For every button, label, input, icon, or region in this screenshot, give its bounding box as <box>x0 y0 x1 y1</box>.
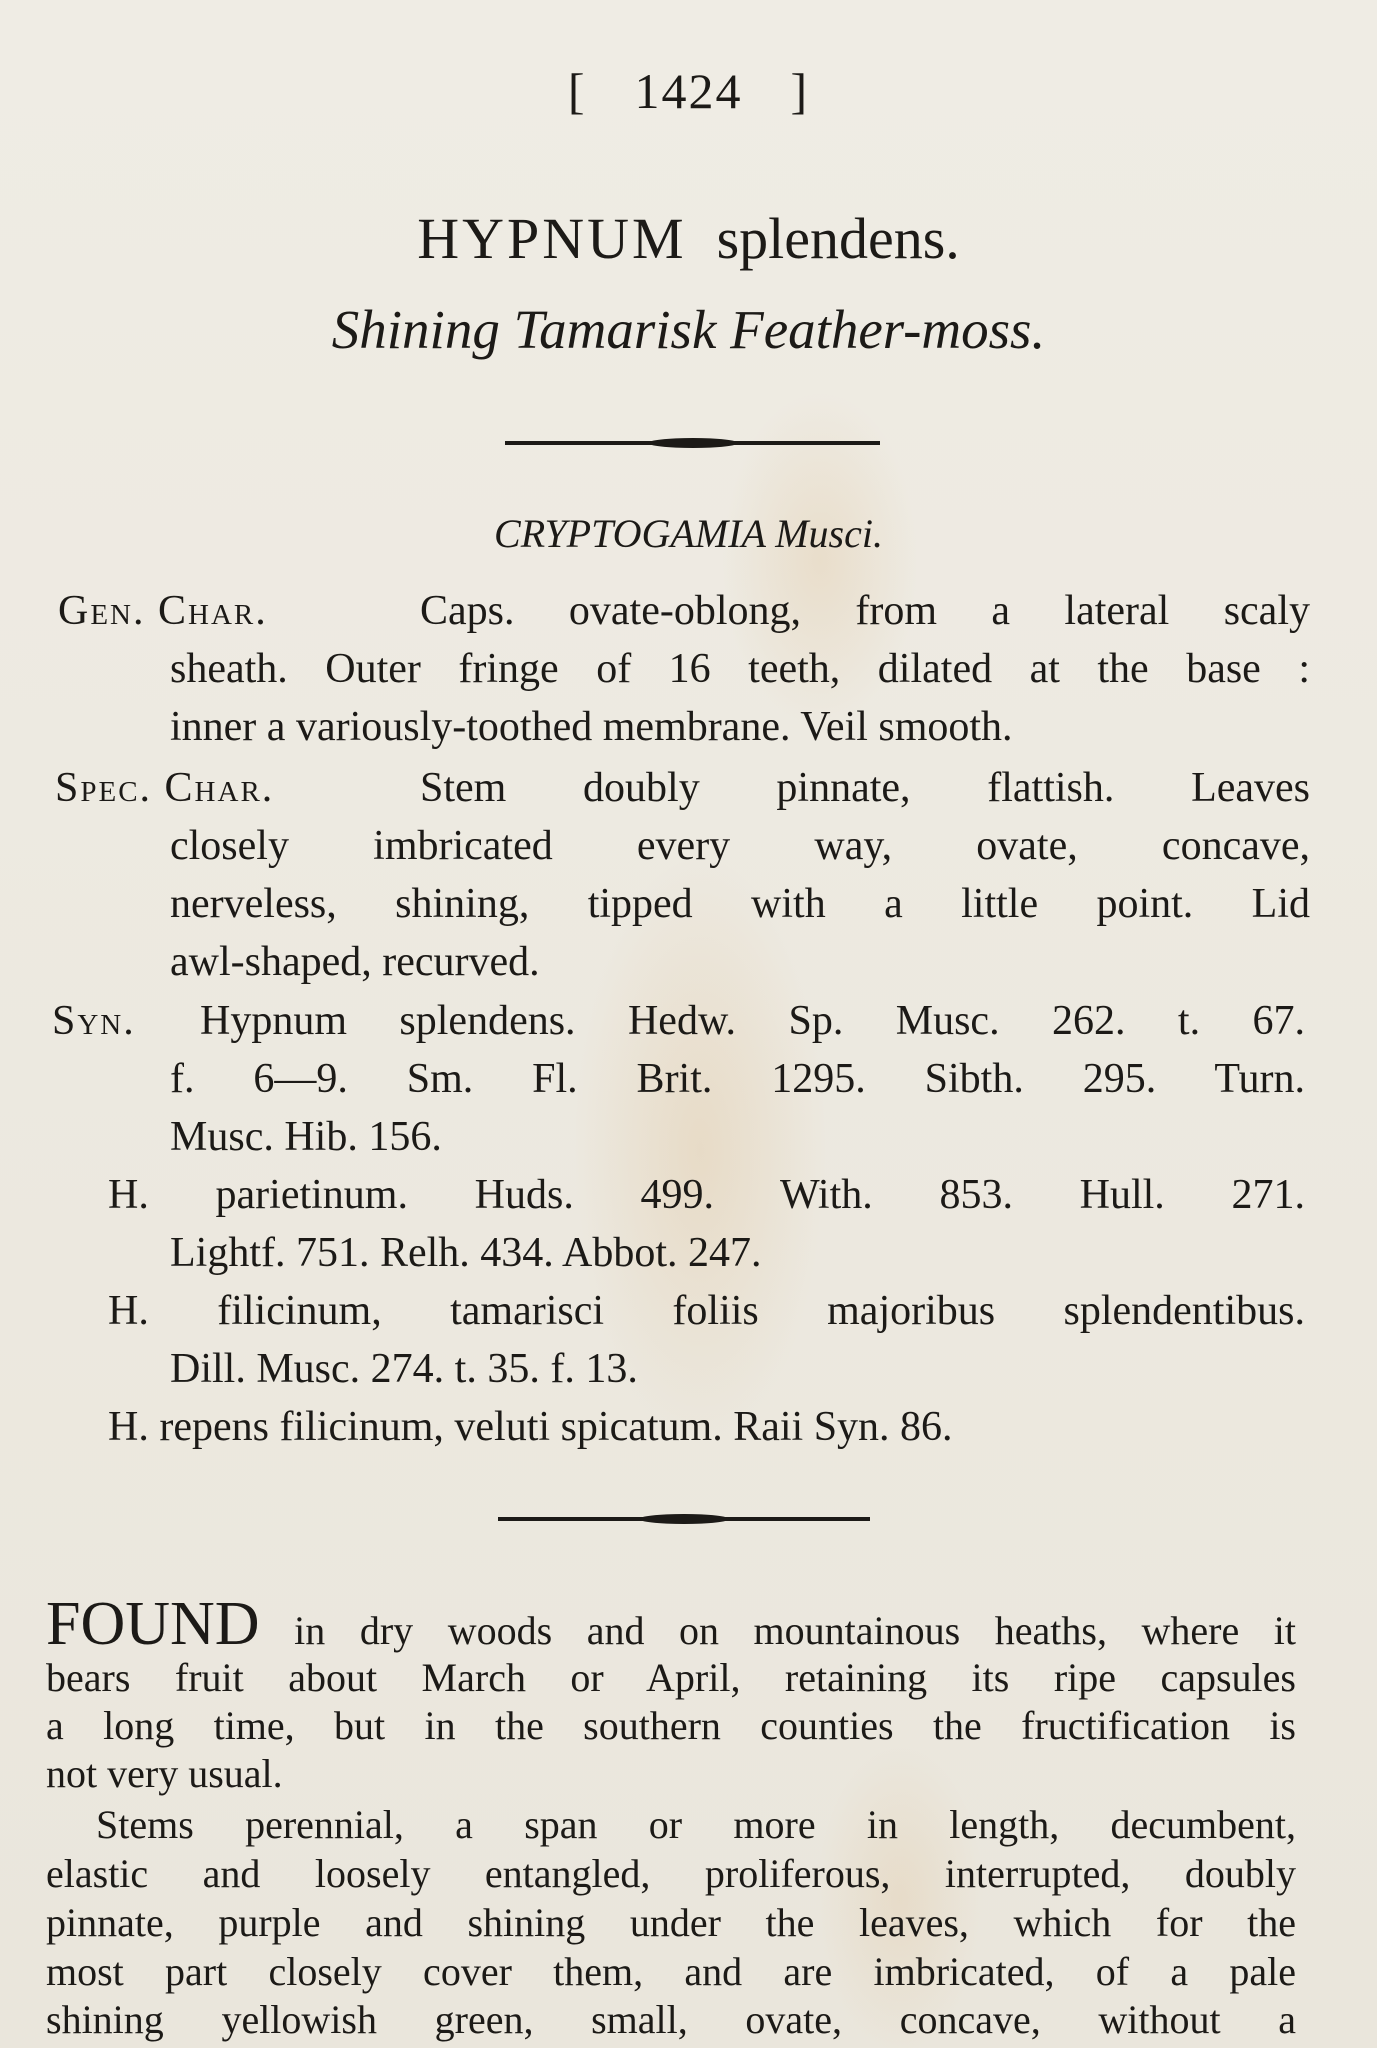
spec-char-label: Spec. Char. <box>55 765 275 811</box>
gen-char-line-3: inner a variously-toothed membrane. Veil smooth. <box>170 704 1013 750</box>
bracket-right: ] <box>790 63 810 119</box>
syn-line-7: Dill. Musc. 274. t. 35. f. 13. <box>170 1346 638 1392</box>
ornamental-rule-bottom <box>498 1517 870 1521</box>
gen-char-label: Gen. Char. <box>58 588 268 634</box>
gen-char-line-2: sheath. Outer fringe of 16 teeth, dilated at the base : <box>170 646 1310 692</box>
para2-line-3: pinnate, purple and shining under the leaves, which for the <box>46 1900 1296 1945</box>
classification: CRYPTOGAMIA Musci. <box>494 511 883 556</box>
syn-line-3: Musc. Hib. 156. <box>170 1114 442 1160</box>
title-species: splendens. <box>716 206 960 271</box>
ornamental-rule-top <box>505 441 880 445</box>
syn-line-1: Hypnum splendens. Hedw. Sp. Musc. 262. t. 67. <box>200 998 1305 1044</box>
para1-dropcap: FOUND <box>46 1590 260 1658</box>
page-number-header <box>0 62 1377 120</box>
species-title <box>0 205 1377 272</box>
para1-line-3: a long time, but in the southern counties the fructification is <box>46 1703 1296 1748</box>
common-name: Shining Tamarisk Feather-moss. <box>331 299 1046 360</box>
gen-char-line-1: Caps. ovate-oblong, from a lateral scaly <box>420 588 1310 634</box>
syn-line-4: H. parietinum. Huds. 499. With. 853. Hull. 271. <box>108 1172 1305 1218</box>
para2-line-5: shining yellowish green, small, ovate, concave, without a <box>46 1997 1296 2042</box>
syn-line-6: H. filicinum, tamarisci foliis majoribus splendentibus. <box>108 1288 1305 1334</box>
bracket-left: [ <box>567 63 587 119</box>
para1-line-2: bears fruit about March or April, retaining its ripe capsules <box>46 1655 1296 1700</box>
para1-line-1-text: in dry woods and on mountainous heaths, where it <box>294 1608 1297 1653</box>
spec-char-line-3: nerveless, shining, tipped with a little point. Lid <box>170 881 1310 927</box>
page-number: 1424 <box>634 63 743 119</box>
para1-line-1 <box>46 1590 1297 1658</box>
para2-line-1: Stems perennial, a span or more in length, decumbent, <box>96 1802 1296 1847</box>
spec-char-line-2: closely imbricated every way, ovate, concave, <box>170 823 1310 869</box>
spec-char-line-4: awl-shaped, recurved. <box>170 939 540 985</box>
syn-line-5: Lightf. 751. Relh. 434. Abbot. 247. <box>170 1230 762 1276</box>
syn-label: Syn. <box>52 998 136 1044</box>
para1-line-4: not very usual. <box>46 1751 283 1796</box>
spec-char-line-1: Stem doubly pinnate, flattish. Leaves <box>420 765 1310 811</box>
para2-line-2: elastic and loosely entangled, proliferous, interrupted, doubly <box>46 1851 1296 1896</box>
syn-line-2: f. 6—9. Sm. Fl. Brit. 1295. Sibth. 295. Turn. <box>170 1056 1305 1102</box>
title-genus: HYPNUM <box>417 206 687 271</box>
syn-line-8: H. repens filicinum, veluti spicatum. Raii Syn. 86. <box>108 1404 953 1450</box>
para2-line-4: most part closely cover them, and are imbricated, of a pale <box>46 1949 1296 1994</box>
